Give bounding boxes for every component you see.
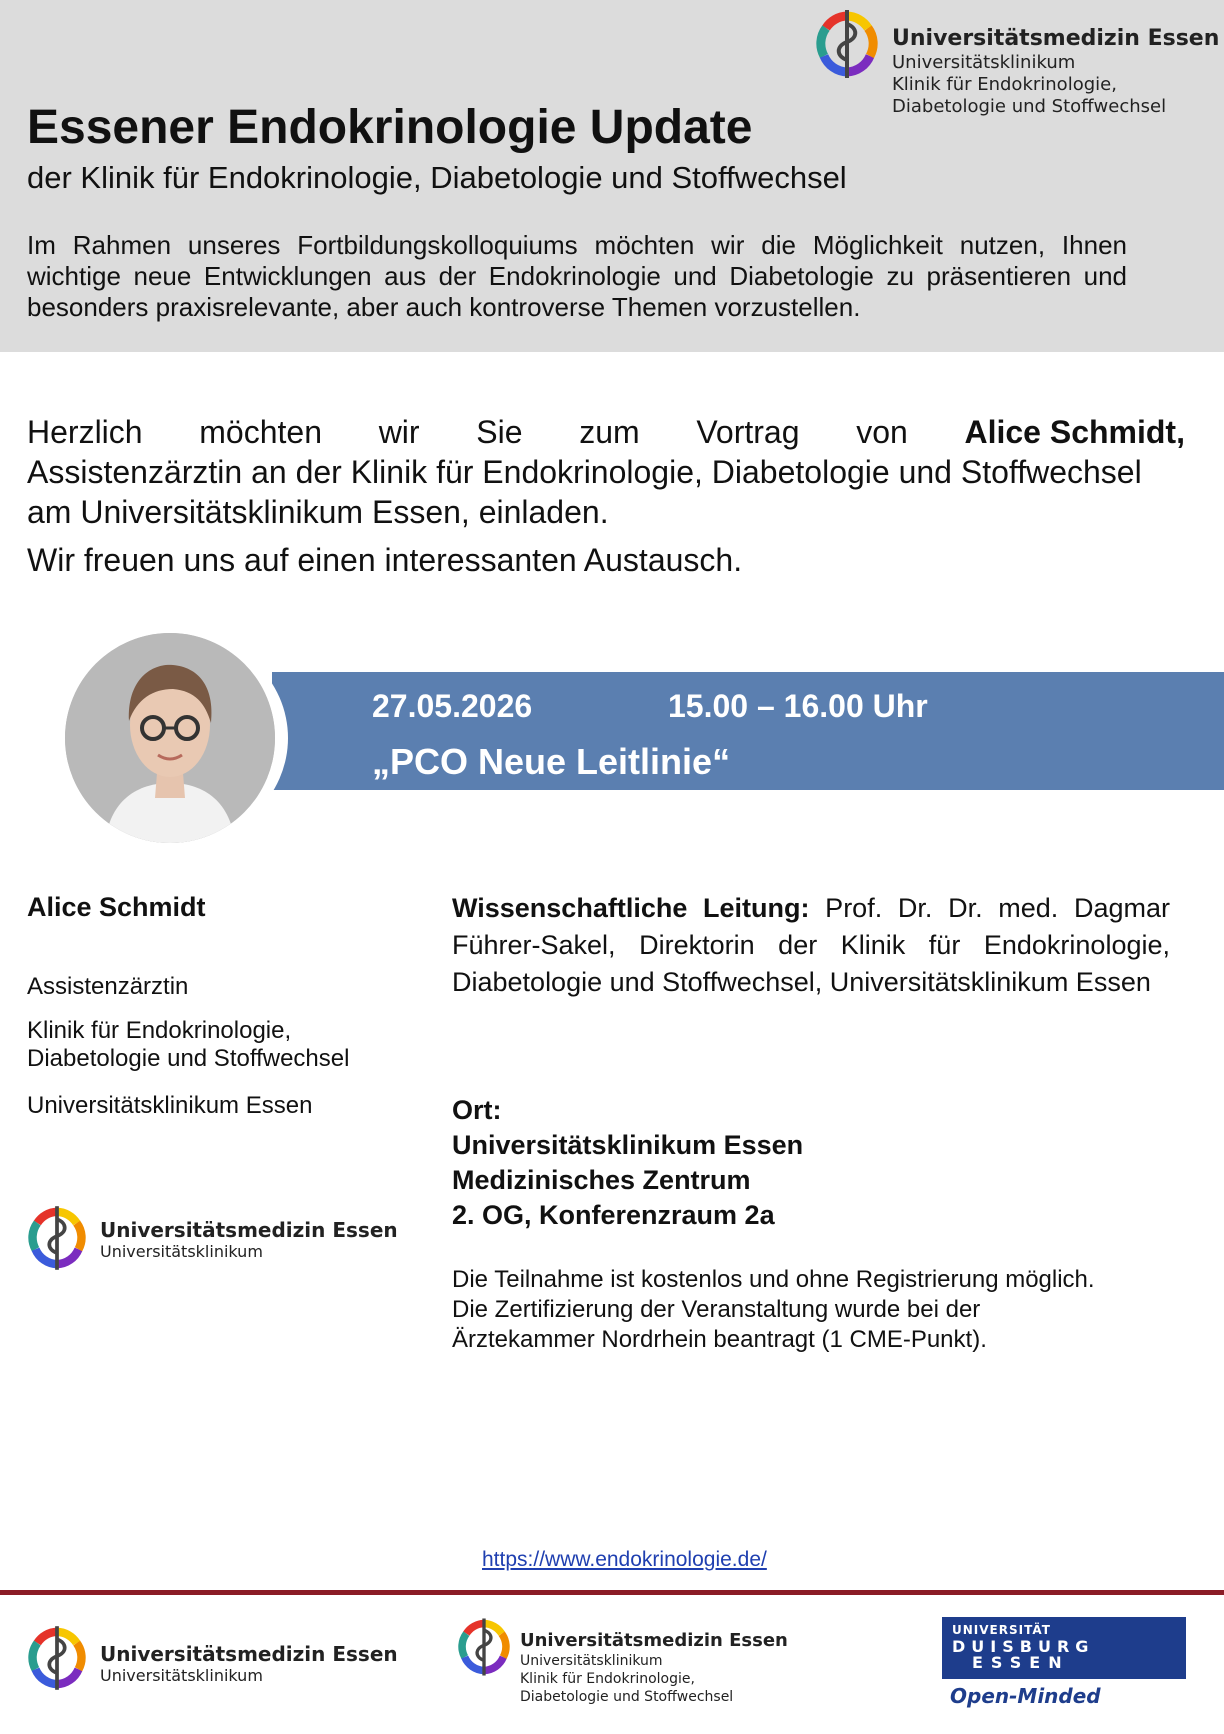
speaker-photo bbox=[65, 633, 275, 843]
logo-sub: Universitätsklinikum bbox=[100, 1666, 263, 1685]
website-link[interactable]: https://www.endokrinologie.de/ bbox=[482, 1548, 767, 1571]
event-topic: „PCO Neue Leitlinie“ bbox=[372, 741, 731, 782]
footer-logo-clinic bbox=[458, 1616, 788, 1706]
speaker-institution: Universitätsklinikum Essen bbox=[27, 1092, 313, 1119]
intro-text: Im Rahmen unseres Fortbildungskolloquiums möchten wir die Möglichkeit nutzen, Ihnen wichtige neue Entwicklungen aus der Endokrinologie und Diabetologie zu präsentieren und besonders praxisrelevante, aber auch kontroverse Themen vorzustellen. bbox=[27, 230, 1127, 322]
location bbox=[452, 1093, 803, 1233]
event-time: 15.00 – 16.00 Uhr bbox=[668, 688, 928, 724]
logo-name: Universitätsmedizin Essen bbox=[100, 1218, 398, 1242]
location-label: Ort: bbox=[452, 1095, 502, 1125]
header-logo bbox=[816, 8, 1219, 118]
note-line1: Die Teilnahme ist kostenlos und ohne Registrierung möglich. bbox=[452, 1266, 1095, 1293]
scientific-lead bbox=[452, 890, 1170, 1001]
invite-word: Vortrag bbox=[696, 414, 800, 450]
footer-rule bbox=[0, 1590, 1224, 1595]
logo-sub: Universitätsklinikum bbox=[520, 1653, 663, 1669]
logo-dept-line1: Klinik für Endokrinologie, bbox=[892, 74, 1117, 95]
ude-tagline: Open-Minded bbox=[950, 1684, 1101, 1708]
ume-logo-icon bbox=[816, 8, 878, 80]
location-line2: Medizinisches Zentrum bbox=[452, 1165, 751, 1195]
invitation-closing: Wir freuen uns auf einen interessanten Austausch. bbox=[27, 542, 743, 578]
ude-logo-line1: UNIVERSITÄT bbox=[952, 1623, 1051, 1637]
logo-sub: Universitätsklinikum bbox=[892, 52, 1076, 73]
ume-logo-icon bbox=[28, 1204, 86, 1272]
location-line3: 2. OG, Konferenzraum 2a bbox=[452, 1200, 775, 1230]
note-line3: Ärztekammer Nordrhein beantragt (1 CME-Punkt). bbox=[452, 1326, 987, 1353]
invitation bbox=[27, 412, 1185, 532]
footer-logo-ume bbox=[28, 1624, 398, 1692]
speaker-role: Assistenzärztin bbox=[27, 973, 189, 1000]
participation-note bbox=[452, 1265, 1192, 1355]
speaker-name: Alice Schmidt bbox=[27, 892, 206, 922]
invitation-line1 bbox=[27, 412, 1185, 452]
scientific-lead-text: Prof. Dr. Dr. med. Dagmar Führer-Sakel, Direktorin der Klinik für Endokrinologie, Diabetologie und Stoffwechsel, Universitätsklinikum Essen bbox=[452, 893, 1170, 997]
logo-name: Universitätsmedizin Essen bbox=[520, 1630, 788, 1651]
ume-logo-icon bbox=[458, 1616, 510, 1678]
page-title: Essener Endokrinologie Update bbox=[27, 101, 753, 154]
page-subtitle: der Klinik für Endokrinologie, Diabetologie und Stoffwechsel bbox=[27, 160, 847, 195]
speaker-dept-line1: Klinik für Endokrinologie, bbox=[27, 1017, 292, 1044]
scientific-lead-label: Wissenschaftliche Leitung: bbox=[452, 893, 810, 923]
invitation-line3: am Universitätsklinikum Essen, einladen. bbox=[27, 494, 609, 530]
note-line2: Die Zertifizierung der Veranstaltung wurde bei der bbox=[452, 1296, 981, 1323]
speaker-portrait-icon bbox=[65, 633, 275, 843]
speaker-logo bbox=[28, 1204, 398, 1272]
invite-word: von bbox=[856, 414, 908, 450]
logo-name: Universitätsmedizin Essen bbox=[100, 1642, 398, 1666]
ude-logo bbox=[942, 1617, 1186, 1679]
invite-word: Sie bbox=[476, 414, 523, 450]
logo-dept-line2: Diabetologie und Stoffwechsel bbox=[892, 96, 1167, 117]
logo-sub: Universitätsklinikum bbox=[100, 1242, 263, 1261]
speaker-dept-line2: Diabetologie und Stoffwechsel bbox=[27, 1045, 350, 1072]
ude-logo-line2: DUISBURG bbox=[952, 1637, 1095, 1656]
logo-name: Universitätsmedizin Essen bbox=[892, 26, 1220, 51]
ume-logo-icon bbox=[28, 1624, 86, 1692]
speaker-department bbox=[27, 1017, 387, 1073]
invite-word: Herzlich bbox=[27, 414, 143, 450]
invitation-line2: Assistenzärztin an der Klinik für Endokrinologie, Diabetologie und Stoffwechsel bbox=[27, 454, 1142, 490]
invite-word: wir bbox=[378, 414, 420, 450]
invite-speaker: Alice Schmidt, bbox=[964, 414, 1185, 450]
invite-word: zum bbox=[579, 414, 640, 450]
invite-word: möchten bbox=[199, 414, 322, 450]
location-line1: Universitätsklinikum Essen bbox=[452, 1130, 804, 1160]
event-date: 27.05.2026 bbox=[372, 688, 533, 724]
logo-dept-line2: Diabetologie und Stoffwechsel bbox=[520, 1689, 734, 1705]
logo-dept-line1: Klinik für Endokrinologie, bbox=[520, 1671, 695, 1687]
ude-logo-line3: ESSEN bbox=[972, 1653, 1070, 1672]
